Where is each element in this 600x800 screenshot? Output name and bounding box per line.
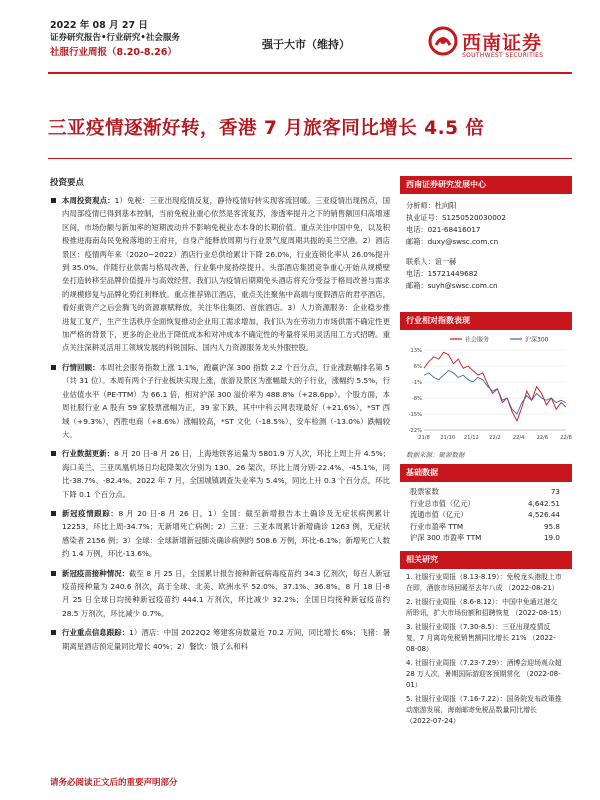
points-list	[50, 194, 390, 653]
header-divider	[48, 72, 572, 74]
investment-point	[50, 194, 390, 355]
related-research-link[interactable]: 1. 社服行业周报（8.13-8.19）：免税龙头港股上市在即，酒旅市场回暖至去年八成 （2022-08-21）	[406, 573, 562, 592]
industry-rating: 强于大市（维持）	[262, 38, 350, 51]
investment-points	[50, 176, 390, 659]
related-research-list	[400, 572, 572, 727]
basic-data-row	[400, 521, 572, 533]
index-chart-heading: 行业相对指数表现	[400, 312, 572, 330]
logo-text-cn: 西南证券	[462, 32, 543, 54]
series-line	[424, 352, 566, 421]
analyst-line: 联系人：谊一赫	[406, 257, 457, 266]
x-tick-label: 22/6	[536, 435, 549, 441]
analyst-line: 分析师：杜向阳	[406, 201, 457, 210]
basic-data-key: 行业总市值（亿元）	[410, 498, 475, 508]
basic-data-row	[400, 498, 572, 510]
analyst-line: 电话：021-68416017	[406, 225, 481, 234]
analyst-line: 邮箱：suyh@swsc.com.cn	[406, 281, 498, 290]
x-tick-label: 22/2	[489, 435, 501, 441]
related-research-link[interactable]: 4. 社服行业周报（7.23-7.29）：酒博会迎场观众超 28 万人次，暑期国际游迎客预期常化 （2022-08-01）	[406, 659, 562, 689]
report-date: 2022 年 08 月 27 日	[50, 20, 148, 31]
related-research-box	[400, 551, 572, 727]
y-tick-label: 6%	[413, 364, 422, 370]
basic-data-heading: 基础数据	[400, 464, 572, 482]
series-line	[424, 371, 566, 414]
basic-data-value: 73	[550, 487, 560, 496]
legend-label: 沪深300	[525, 336, 549, 344]
basic-data-key: 流通市值（亿元）	[410, 510, 468, 519]
disclaimer-footer: 请务必阅读正文后的重要声明部分	[50, 778, 178, 788]
y-tick-label: 13%	[410, 348, 422, 354]
title-divider	[48, 158, 572, 159]
x-tick-label: 21/10	[440, 435, 456, 441]
analyst-heading: 西南证券研究发展中心	[400, 176, 572, 194]
related-research-heading: 相关研究	[400, 551, 572, 569]
point-text: 8 月 20 日-8 月 26 日，1）全国：截至新增报告本土确诊及无症状病例累计 12253，环比上周-34.7%；无新增死亡病例；2）三亚：三亚本周累计新增确诊 1263 例，无症状感染者 2156 例；3）全球：全球新增新冠肺炎确诊病例约 508.6 万例，环比-6.1%；新增死亡人数约 1.4 万例，环比-13.6%。	[62, 508, 390, 559]
basic-data-row	[400, 509, 572, 521]
basic-data-row	[400, 486, 572, 498]
legend-label: 社会服务	[465, 336, 490, 344]
point-label: 行业重点信息跟踪：	[62, 628, 130, 638]
investment-point	[50, 567, 390, 621]
x-tick-label: 22/8	[560, 435, 572, 441]
report-title: 三亚疫情逐渐好转，香港 7 月旅客同比增长 4.5 倍	[48, 118, 485, 139]
point-text: 截至 8 月 25 日，全国累计报告接种新冠病毒疫苗约 34.3 亿剂次，每百人新冠疫苗接种量为 240.6 剂次，高于全球、北美、欧洲水平 52.0%、37.1%、36.8%。8 月 18 日-8 月 25 日全球日均接种新冠疫苗约 444.1 万剂次，环比减少 32.2%；全国日均接种新冠疫苗约 28.5 万剂次，环比减少 0.7%。	[62, 568, 390, 618]
basic-data-row	[400, 532, 572, 544]
bullet-icon	[51, 198, 56, 203]
basic-data-key: 行业市盈率 TTM	[410, 521, 464, 531]
basic-data-value: 95.8	[543, 521, 560, 531]
related-research-link[interactable]: 2. 社服行业周报（8.6-8.12）：中国中免通过港交所聆讯，扩大市场份额和招聘恢复 （2022-08-15）	[406, 598, 566, 617]
investment-point	[50, 507, 390, 561]
logo-text-en: SOUTHWEST SECURITIES	[462, 52, 544, 59]
related-research-link[interactable]: 5. 社服行业周报（7.16-7.22）：国务院发布政策推动旅游发展，海南邮寄免税品数量同比增长 （2022-07-24）	[406, 695, 562, 725]
point-text: 1）酒店：中国 2022Q2 筹建客房数量近 70.2 万间，同比增长 6%；飞猪：暑期离星酒店预定量同比增长 40%；2）餐饮：饿了么和科	[62, 628, 390, 651]
bullet-icon	[51, 451, 56, 456]
report-weekly-label: 社服行业周报（8.20-8.26）	[50, 47, 177, 58]
index-line-chart	[400, 330, 572, 448]
bullet-icon	[51, 365, 56, 370]
chart-source: 数据来源：聚源数据	[406, 451, 465, 459]
bullet-icon	[51, 511, 56, 516]
x-tick-label: 22/4	[512, 435, 525, 441]
investment-point	[50, 447, 390, 501]
y-tick-label: -8%	[411, 396, 422, 402]
basic-data-key: 股票家数	[410, 487, 439, 496]
spacer	[400, 248, 572, 256]
company-logo	[428, 24, 568, 66]
analyst-line: 邮箱：duxy@swsc.com.cn	[406, 237, 499, 246]
y-tick-label: -15%	[408, 412, 422, 418]
point-label: 本周投资观点：	[62, 196, 115, 205]
index-chart-box	[400, 312, 572, 459]
related-research-link[interactable]: 3. 社服行业周报（7.30-8.5）：三亚出现疫情反复，7 月离岛免税销售额同比增长 21% （2022-08-08）	[406, 623, 556, 653]
analyst-line: 电话：15721449682	[406, 269, 478, 278]
investment-point	[50, 361, 390, 441]
report-series: 证券研究报告•行业研究•社会服务	[50, 33, 180, 43]
analyst-lines	[400, 200, 572, 292]
basic-data-value: 19.0	[543, 533, 560, 542]
y-tick-label: -1%	[411, 380, 422, 386]
y-tick-label: -22%	[408, 428, 422, 434]
investment-points-heading: 投资要点	[50, 178, 85, 188]
basic-data-table	[400, 486, 572, 544]
basic-data-key: 沪深 300 市盈率 TTM	[410, 533, 482, 542]
analyst-box	[400, 176, 572, 292]
point-text: 本周社会服务指数上涨 1.1%，跑赢沪深 300 指数 2.2 个百分点，行业涨跌幅排名第 5（共 31 位）。本周有两个子行业板块实现上涨，旅游及景区为涨幅最大的子行业，涨幅约 5.5%，行业估值水平（PE-TTM）为 66.1 倍，相对沪深 300 溢价率为 488.8%（+28.6pp）。个股方面，本周社服行业 A 股有 59 家股票涨幅为正，39 家下跌，其中中科云网表现最好（+21.6%），*ST 西域（+9.3%），西胜电商（+8.6%）涨幅较高，*ST 文化（-18.5%）、安车检测（-13.0%）跌幅较大。	[62, 362, 390, 439]
x-tick-label: 21/12	[463, 435, 479, 441]
analyst-line: 执业证号：S1250520030002	[406, 213, 506, 222]
point-text: 8 月 20 日-8 月 26 日，上海地铁客运量为 5801.9 万人次，环比上周上升 4.5%；海口美兰、三亚凤凰机场日均起降架次分别为 130、26 架次，环比上周分别-22.4%、-45.1%，同比-38.7%、-82.4%。2022 年 7 月，全国城镇调查失业率为 5.4%，同比上升 0.3 个百分点，环比下降 0.1 个百分点。	[62, 449, 390, 499]
investment-point	[50, 626, 390, 653]
x-tick-label: 21/8	[418, 435, 430, 441]
point-label: 行情回顾：	[62, 362, 100, 372]
point-text: 1）免税：三亚出现疫情反复，静待疫情好转实现客流回暖。三亚疫情出现拐点，国内局部疫情已得到基本控制，当前免税业重心依然是客流复苏，渗透率提升之下的销售额回归高增速区间，市场份额与新加率的短期波动并不影响免税业态本身的长期价值。重点关注中国中免，以及积极推进海南岛民免税落地的王府井，自身产能释放周期与行业景气度周期共振的美兰空港。2）酒店景区：疫情两年来（2020~2022）酒店行业总供给累计下降 26.0%，行业连锁化率从 26.0%提升到 35.0%。伴随行业供需与格局改善，行业集中度持续提升。头部酒店集团竞争重心开始从规模壁垒打造转移至品牌价值提升与高效经营。我们认为疫情后期期免头酒店将充分受益于格局改善与需求的规模修复与品牌化势红利释放。重点推荐锦江酒店，重点关注聚焦中高端与度假酒店的君亭酒店，看好重资产之后会腾飞的资源禀赋释放，关注华住集团、首旅酒店。3）人力资源服务：企业稳步推进复工复产，生产生活秩序全面恢复推动企业用工需求增加，我们认为在劳动力市场供需不确定性更加严格的背景下，更多的企业出于降低成本和对冲成本不确定性的考量将采用灵活用工方式招聘。重点关注深耕灵活用工领域发展的科锐国际、国内人力资源服务龙头外服控股。	[62, 196, 390, 353]
point-label: 新冠疫情跟踪：	[62, 508, 119, 518]
bullet-icon	[51, 630, 56, 635]
point-label: 行业数据更新：	[62, 449, 115, 459]
basic-data-value: 4,526.44	[527, 510, 560, 519]
point-label: 新冠疫苗接种情况：	[62, 568, 130, 578]
logo-mark-icon	[428, 26, 458, 56]
basic-data-box	[400, 464, 572, 544]
basic-data-value: 4,642.51	[527, 498, 560, 508]
bullet-icon	[51, 571, 56, 576]
